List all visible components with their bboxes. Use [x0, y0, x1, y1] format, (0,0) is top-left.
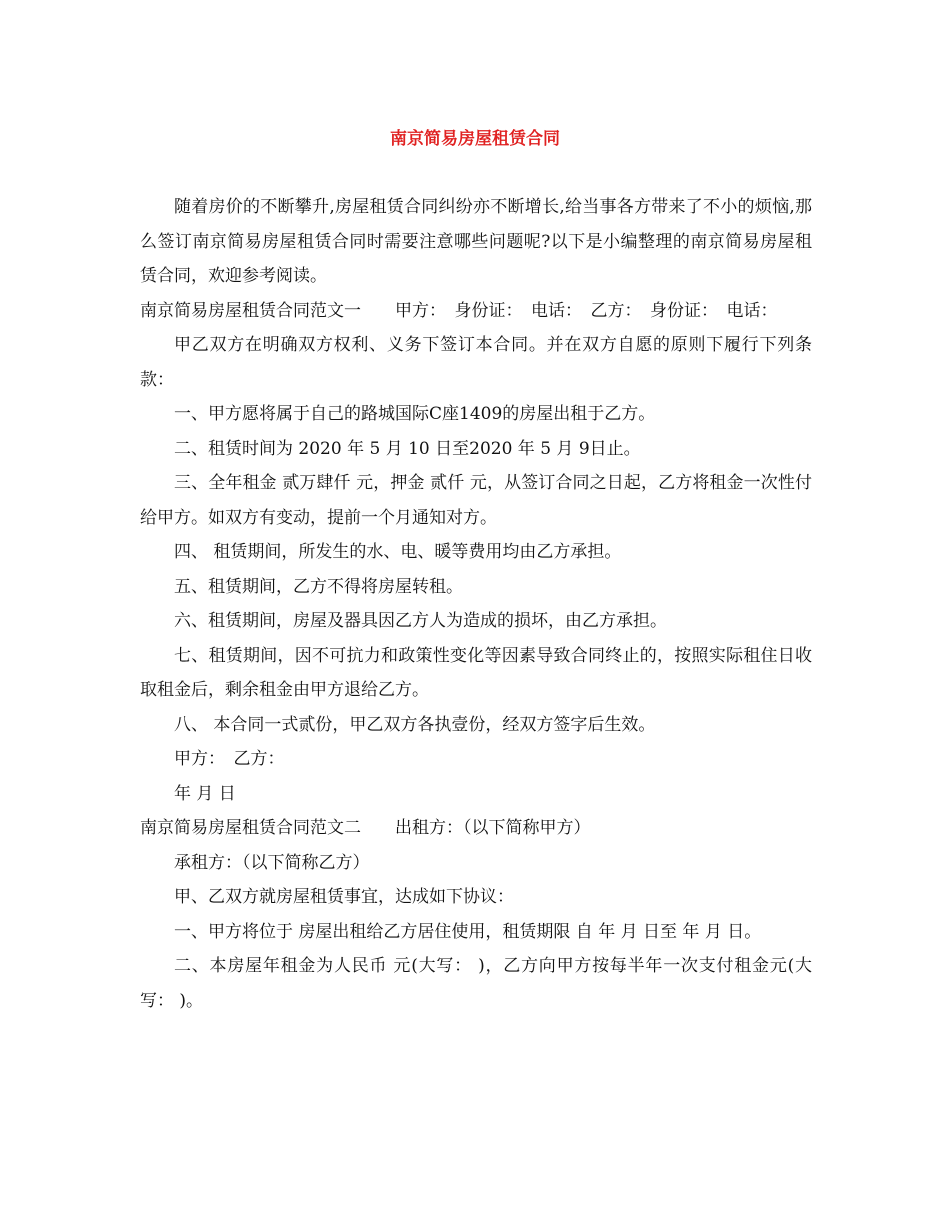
paragraph: 六、租赁期间，房屋及器具因乙方人为造成的损坏，由乙方承担。	[174, 611, 667, 631]
paragraph: 五、租赁期间，乙方不得将房屋转租。	[174, 576, 463, 597]
document-body	[140, 190, 812, 1018]
paragraph: 承租方：（以下简称乙方）	[174, 852, 370, 873]
paragraph: 一、甲方将位于 房屋出租给乙方居住使用，租赁期限 自 年 月 日至 年 月 日。	[174, 921, 762, 942]
paragraph: 四、 租赁期间，所发生的水、电、暖等费用均由乙方承担。	[174, 542, 622, 562]
paragraph: 甲方： 乙方：	[174, 749, 285, 769]
paragraph: 三、全年租金 贰万肆仟 元，押金 贰仟 元，从签订合同之日起，乙方将租金一次性付给甲方。如双方有变动，提前一个月通知对方。	[140, 473, 812, 528]
document-title: 南京简易房屋租赁合同	[390, 129, 560, 149]
paragraph: 南京简易房屋租赁合同范文一 甲方： 身份证： 电话： 乙方： 身份证： 电话：	[140, 300, 778, 321]
paragraph: 随着房价的不断攀升,房屋租赁合同纠纷亦不断增长,给当事各方带来了不小的烦恼,那么签订南京简易房屋租赁合同时需要注意哪些问题呢?以下是小编整理的南京简易房屋租赁合同，欢迎参考阅读。	[140, 197, 812, 286]
paragraph: 二、本房屋年租金为人民币 元(大写： )，乙方向甲方按每半年一次支付租金元(大写： )。	[140, 956, 812, 1011]
paragraph: 南京简易房屋租赁合同范文二 出租方：（以下简称甲方）	[140, 818, 591, 838]
paragraph: 甲乙双方在明确双方权利、义务下签订本合同。并在双方自愿的原则下履行下列条款：	[140, 335, 812, 390]
paragraph: 一、甲方愿将属于自己的路城国际C座1409的房屋出租于乙方。	[174, 404, 656, 424]
paragraph: 八、 本合同一式贰份，甲乙双方各执壹份，经双方签字后生效。	[174, 714, 656, 735]
paragraph: 二、租赁时间为 2020 年 5 月 10 日至2020 年 5 月 9日止。	[174, 438, 641, 459]
paragraph: 甲、乙双方就房屋租赁事宜，达成如下协议：	[174, 887, 514, 907]
paragraph: 年 月 日	[174, 783, 236, 804]
paragraph: 七、租赁期间，因不可抗力和政策性变化等因素导致合同终止的，按照实际租住日收取租金后，剩余租金由甲方退给乙方。	[140, 645, 812, 700]
